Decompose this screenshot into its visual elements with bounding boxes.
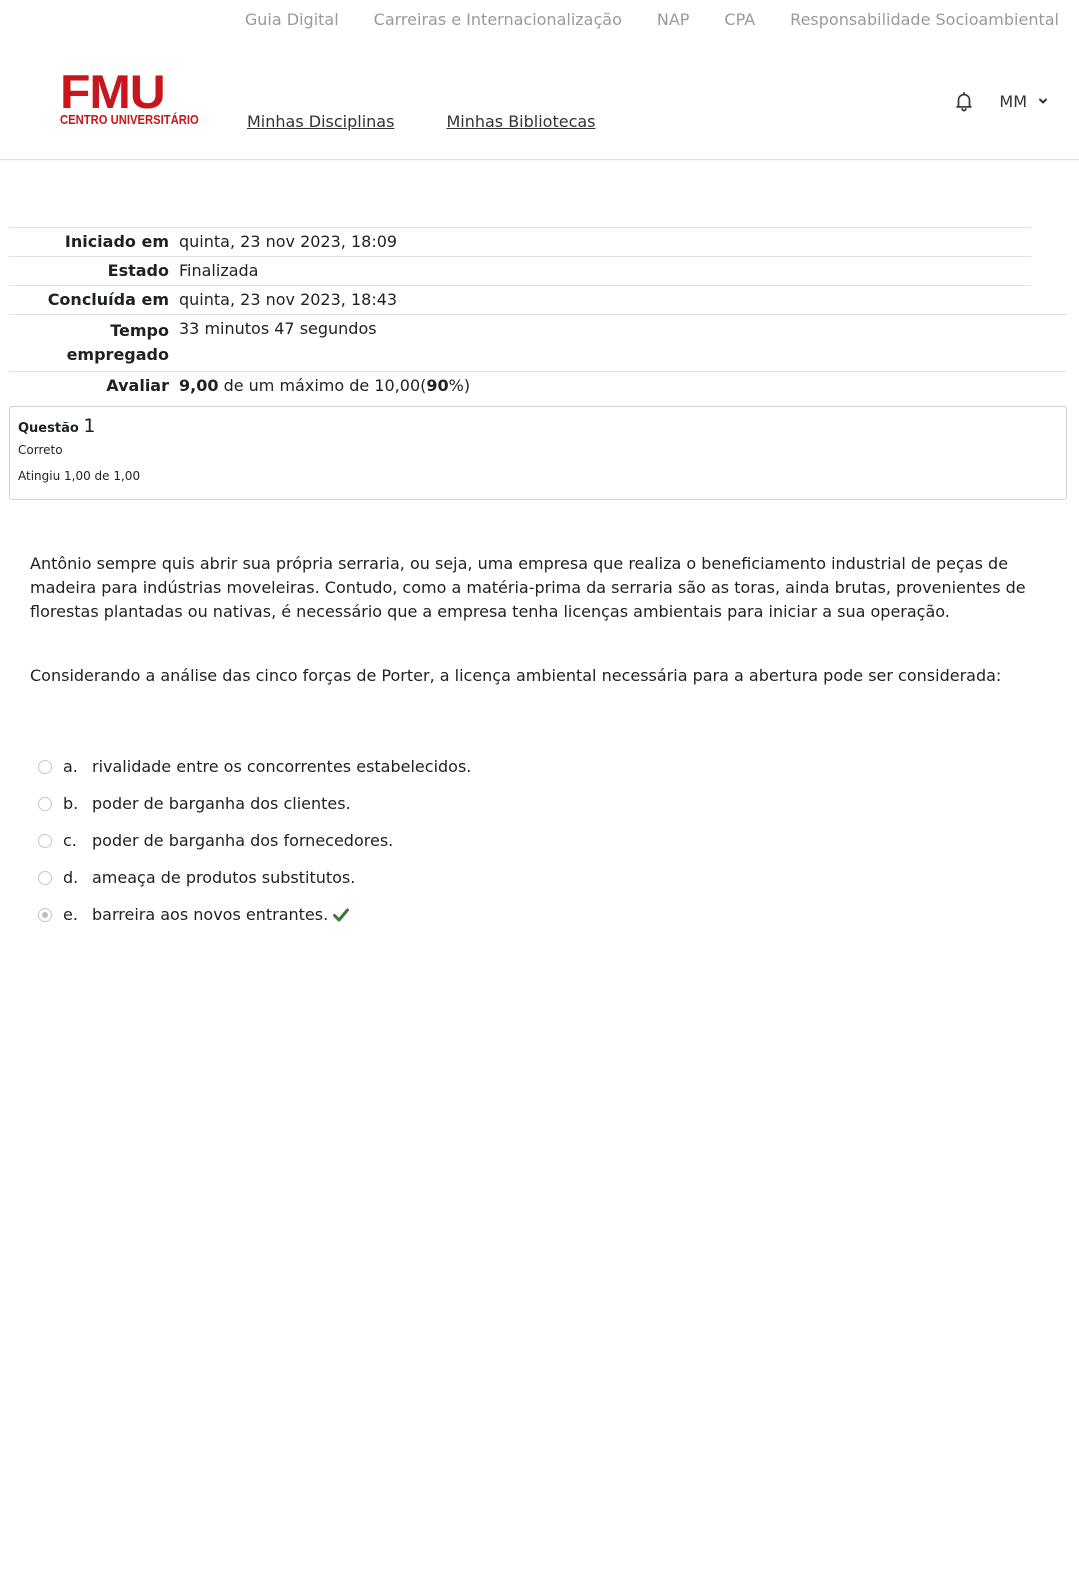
radio-button[interactable]	[38, 797, 52, 811]
radio-button[interactable]	[38, 871, 52, 885]
answer-option-d	[38, 859, 471, 896]
check-icon	[333, 908, 349, 922]
question-text	[30, 552, 1060, 688]
user-area	[953, 90, 1049, 112]
summary-label: Estado	[107, 261, 169, 280]
answer-text: poder de barganha dos clientes.	[92, 794, 351, 813]
top-link-guia-digital[interactable]: Guia Digital	[244, 10, 339, 29]
top-links-bar	[210, 10, 1059, 29]
summary-label-line: Tempo	[110, 321, 169, 340]
answer-letter: c.	[63, 831, 77, 850]
question-state: Correto	[18, 443, 63, 457]
main-nav	[247, 112, 648, 131]
question-grade: Atingiu 1,00 de 1,00	[18, 469, 141, 483]
summary-label	[9, 315, 169, 371]
summary-label: Iniciado em	[64, 232, 169, 251]
user-menu-initials[interactable]: MM	[999, 91, 1027, 111]
answer-text: ameaça de produtos substitutos.	[92, 868, 356, 887]
top-link-responsabilidade[interactable]: Responsabilidade Socioambiental	[790, 10, 1059, 29]
summary-row-completed	[9, 285, 1031, 314]
question-prompt: Considerando a análise das cinco forças de Porter, a licença ambiental necessária para a abertura pode ser considerada:	[30, 666, 1002, 685]
logo-subtitle: CENTRO UNIVERSITÁRIO	[60, 113, 199, 127]
radio-button[interactable]	[38, 760, 52, 774]
grade-percent: 90	[426, 376, 449, 395]
chevron-down-icon[interactable]	[1037, 95, 1049, 107]
grade-text: de um máximo de 10,00(	[218, 376, 427, 395]
answer-letter: b.	[63, 794, 79, 813]
attempt-summary-table	[9, 227, 1067, 400]
question-info-box	[9, 406, 1067, 500]
summary-row-grade	[9, 371, 1067, 400]
summary-value: quinta, 23 nov 2023, 18:09	[179, 232, 398, 251]
top-link-cpa[interactable]: CPA	[724, 10, 756, 29]
nav-minhas-disciplinas[interactable]: Minhas Disciplinas	[247, 112, 395, 131]
top-link-nap[interactable]: NAP	[656, 10, 690, 29]
question-number	[18, 415, 1058, 437]
answer-letter: a.	[63, 757, 78, 776]
answer-letter: e.	[63, 905, 78, 924]
question-label: Questão	[18, 421, 79, 436]
question-number-value: 1	[83, 415, 96, 437]
answer-option-c	[38, 822, 471, 859]
answer-text: barreira aos novos entrantes.	[92, 905, 329, 924]
top-link-carreiras[interactable]: Carreiras e Internacionalização	[373, 10, 622, 29]
site-header	[0, 60, 1079, 160]
summary-value: 33 minutos 47 segundos	[179, 319, 377, 338]
summary-row-time	[9, 314, 1067, 371]
fmu-logo[interactable]	[60, 65, 200, 128]
bell-icon[interactable]	[953, 90, 975, 112]
summary-label-line: empregado	[66, 345, 169, 364]
summary-value: quinta, 23 nov 2023, 18:43	[179, 290, 398, 309]
answer-text: rivalidade entre os concorrentes estabelecidos.	[92, 757, 472, 776]
answer-letter: d.	[63, 868, 79, 887]
radio-button-selected[interactable]	[38, 908, 52, 922]
summary-row-started	[9, 227, 1031, 256]
summary-value: Finalizada	[179, 261, 259, 280]
answer-option-b	[38, 785, 471, 822]
grade-score: 9,00	[179, 376, 219, 395]
nav-minhas-bibliotecas[interactable]: Minhas Bibliotecas	[446, 112, 596, 131]
logo-mark: FMU	[60, 65, 165, 118]
answer-text: poder de barganha dos fornecedores.	[92, 831, 394, 850]
summary-value	[169, 372, 470, 400]
grade-text-end: %)	[448, 376, 471, 395]
radio-button[interactable]	[38, 834, 52, 848]
answer-option-a	[38, 748, 471, 785]
answer-option-e	[38, 896, 471, 933]
answer-list	[38, 748, 471, 933]
summary-label: Concluída em	[47, 290, 169, 309]
summary-label: Avaliar	[106, 376, 169, 395]
summary-row-state	[9, 256, 1031, 285]
question-paragraph: Antônio sempre quis abrir sua própria serraria, ou seja, uma empresa que realiza o beneficiamento industrial de peças de madeira para indústrias moveleiras. Contudo, como a matéria-prima da serraria são as toras, ainda brutas, provenientes de florestas plantadas ou nativas, é necessário que a empresa tenha licenças ambientais para iniciar a sua operação.	[30, 554, 1026, 621]
